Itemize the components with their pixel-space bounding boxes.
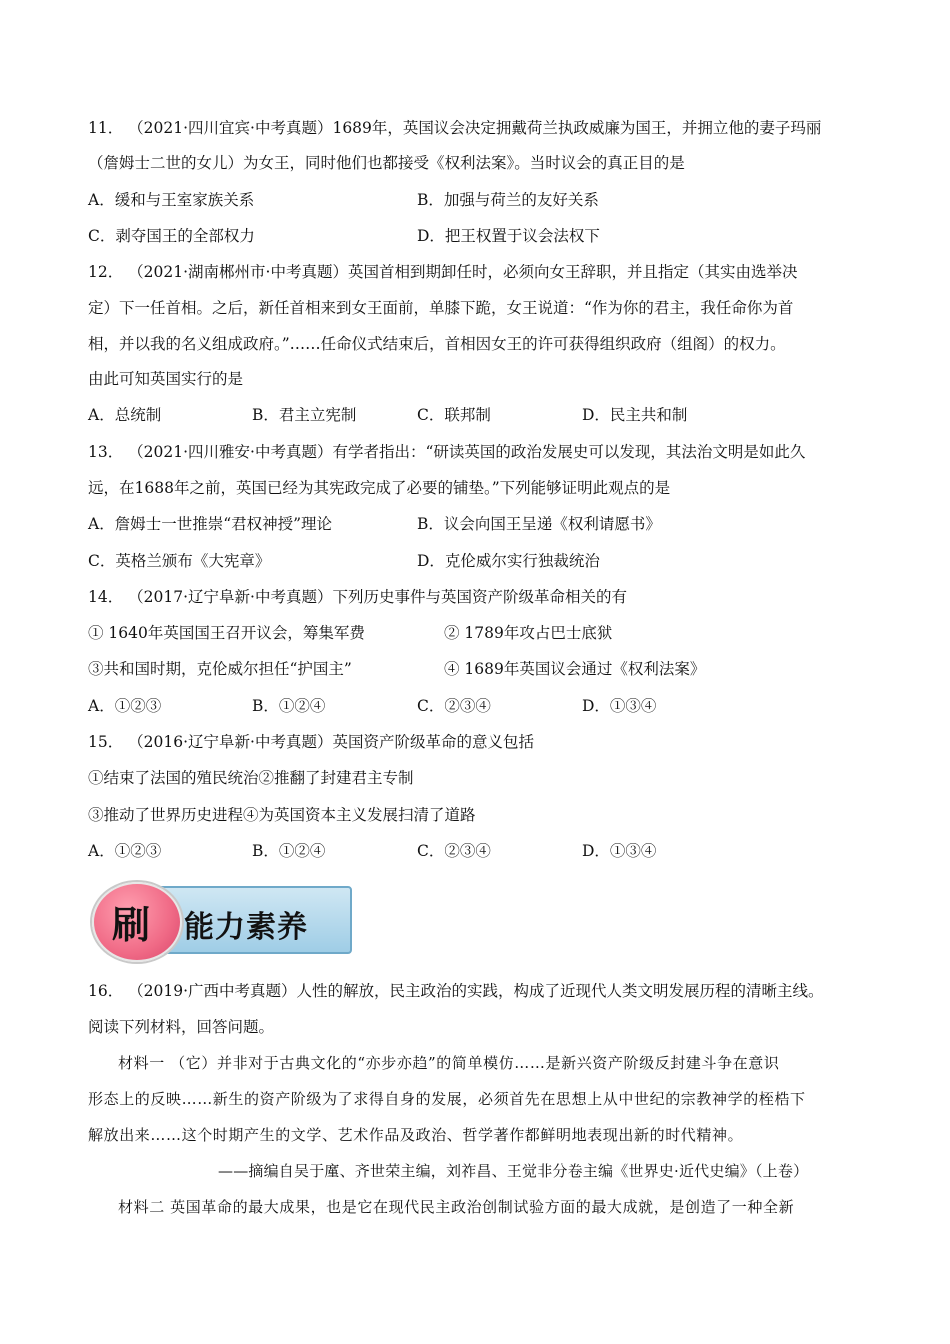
question-15-line-2: ①结束了法国的殖民统治②推翻了封建君主专制 — [88, 769, 414, 787]
question-12-option-a: A．总统制 — [88, 406, 162, 424]
question-12-line-4: 由此可知英国实行的是 — [88, 370, 244, 388]
question-14-item-4: ④ 1689年英国议会通过《权利法案》 — [444, 660, 706, 678]
question-14-option-d: D．①③④ — [582, 697, 657, 715]
question-15-line-3: ③推动了世界历史进程④为英国资本主义发展扫清了道路 — [88, 806, 476, 824]
question-11-option-a: A．缓和与王室家族关系 — [88, 191, 255, 209]
question-13-line-1: 13． （2021·四川雅安·中考真题）有学者指出：“研读英国的政治发展史可以发现，其法治文明是如此久 — [88, 443, 806, 461]
material-1-source: ——摘编自吴于廑、齐世荣主编，刘祚昌、王觉非分卷主编《世界史·近代史编》（上卷） — [218, 1162, 809, 1180]
question-13-option-c: C．英格兰颁布《大宪章》 — [88, 552, 271, 570]
material-1-line-3: 解放出来……这个时期产生的文学、艺术作品及政治、哲学著作都鲜明地表现出新的时代精神。 — [88, 1126, 744, 1144]
question-16-line-1: 16． （2019·广西中考真题）人性的解放，民主政治的实践，构成了近现代人类文明发展历程的清晰主线。 — [88, 982, 824, 1000]
question-13-option-b: B．议会向国王呈递《权利请愿书》 — [417, 515, 661, 533]
material-1-line-1: 材料一 （它）并非对于古典文化的“亦步亦趋”的简单模仿……是新兴资产阶级反封建斗争在意识 — [118, 1054, 780, 1072]
question-12-option-b: B．君主立宪制 — [252, 406, 357, 424]
banner-title: 能力素养 — [184, 910, 308, 945]
question-15-option-d: D．①③④ — [582, 842, 657, 860]
question-14-option-c: C．②③④ — [417, 697, 491, 715]
question-14-item-3: ③共和国时期，克伦威尔担任“护国主” — [88, 660, 352, 678]
question-15-option-a: A．①②③ — [88, 842, 162, 860]
question-11-option-d: D．把王权置于议会法权下 — [417, 227, 600, 245]
question-13-option-a: A．詹姆士一世推崇“君权神授”理论 — [88, 515, 333, 533]
question-11-line-1: 11． （2021·四川宜宾·中考真题）1689年，英国议会决定拥戴荷兰执政威廉为国王，并拥立他的妻子玛丽 — [88, 119, 822, 137]
question-14-item-1: ① 1640年英国国王召开议会，筹集军费 — [88, 624, 365, 642]
material-1-line-2: 形态上的反映……新生的资产阶级为了求得自身的发展，必须首先在思想上从中世纪的宗教神学的桎梏下 — [88, 1090, 806, 1108]
question-14-line-1: 14． （2017·辽宁阜新·中考真题）下列历史事件与英国资产阶级革命相关的有 — [88, 588, 627, 606]
question-11-option-b: B．加强与荷兰的友好关系 — [417, 191, 599, 209]
question-13-line-2: 远，在1688年之前，英国已经为其宪政完成了必要的铺垫。”下列能够证明此观点的是 — [88, 479, 671, 497]
question-16-line-2: 阅读下列材料，回答问题。 — [88, 1018, 275, 1036]
question-15-option-b: B．①②④ — [252, 842, 326, 860]
question-12-option-c: C．联邦制 — [417, 406, 491, 424]
question-11-option-c: C．剥夺国王的全部权力 — [88, 227, 255, 245]
question-12-option-d: D．民主共和制 — [582, 406, 688, 424]
section-banner — [92, 882, 350, 956]
question-15-option-c: C．②③④ — [417, 842, 491, 860]
question-12-line-3: 相，并以我的名义组成政府。”……任命仪式结束后，首相因女王的许可获得组织政府（组阁）的权力。 — [88, 335, 786, 353]
question-14-option-b: B．①②④ — [252, 697, 326, 715]
question-11-line-2: （詹姆士二世的女儿）为女王，同时他们也都接受《权利法案》。当时议会的真正目的是 — [88, 154, 685, 172]
question-14-item-2: ② 1789年攻占巴士底狱 — [444, 624, 613, 642]
material-2-line-1: 材料二 英国革命的最大成果，也是它在现代民主政治创制试验方面的最大成就，是创造了一种全新 — [118, 1198, 795, 1216]
question-12-line-1: 12． （2021·湖南郴州市·中考真题）英国首相到期卸任时，必须向女王辞职，并且指定（其实由选举决 — [88, 263, 798, 281]
question-12-line-2: 定）下一任首相。之后，新任首相来到女王面前，单膝下跪，女王说道：“作为你的君主，我任命你为首 — [88, 299, 794, 317]
question-14-option-a: A．①②③ — [88, 697, 162, 715]
banner-badge-text: 刷 — [112, 903, 151, 947]
banner-badge — [92, 882, 182, 962]
question-13-option-d: D．克伦威尔实行独裁统治 — [417, 552, 600, 570]
question-15-line-1: 15． （2016·辽宁阜新·中考真题）英国资产阶级革命的意义包括 — [88, 733, 534, 751]
